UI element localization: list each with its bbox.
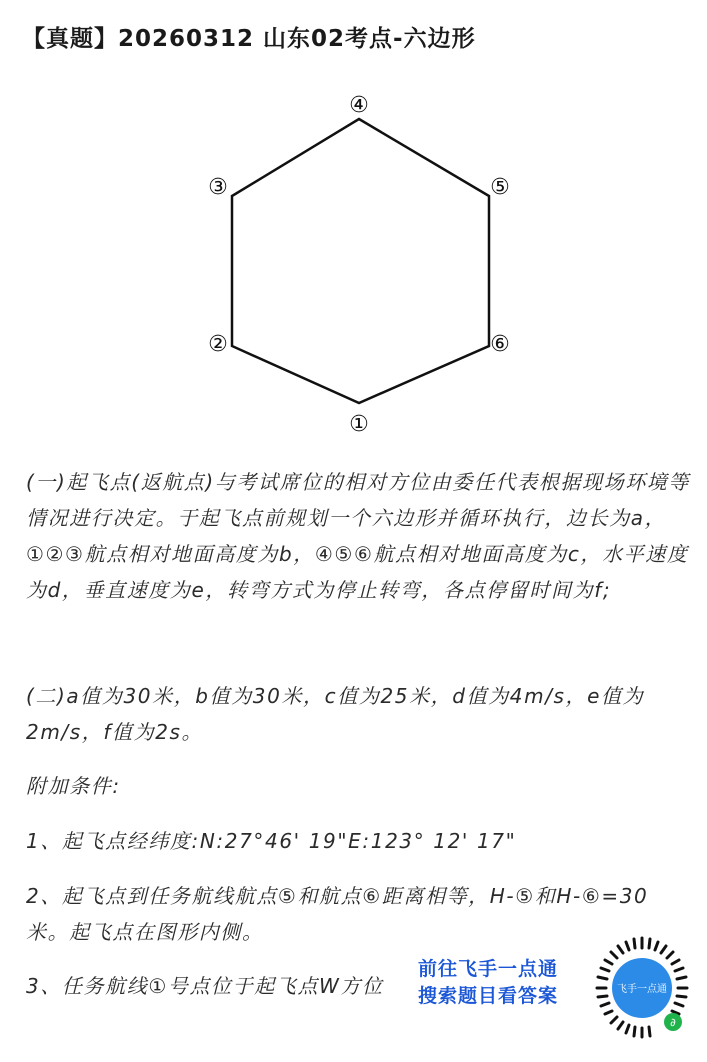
hexagon-label-2: ②: [208, 332, 228, 357]
paragraph-condition-1: 1、起飞点经纬度:N:27°46' 19"E:123° 12' 17": [26, 829, 517, 853]
hexagon-label-1: ①: [349, 412, 369, 437]
hexagon-label-3: ③: [208, 175, 228, 200]
promo-line-1: 前往飞手一点通: [418, 958, 559, 980]
hexagon-label-4: ④: [349, 93, 369, 118]
mini-program-qr-icon[interactable]: [590, 936, 694, 1040]
wechat-badge-icon: ∂: [670, 1016, 676, 1029]
hexagon-shape: [232, 119, 489, 403]
paragraph-condition-3: 3、任务航线①号点位于起飞点W方位: [26, 974, 384, 998]
paragraph-extra-conditions-heading: 附加条件:: [26, 774, 121, 798]
paragraph-task-description: (一)起飞点(返航点)与考试席位的相对方位由委任代表根据现场环境等情况进行决定。于起飞点前规划一个六边形并循环执行，边长为a，①②③航点相对地面高度为b，④⑤⑥航点相对地面高度为c，水平速度为d，垂直速度为e，转弯方式为停止转弯，各点停留时间为f;: [26, 470, 691, 602]
promo-line-2: 搜索题目看答案: [418, 985, 559, 1007]
hexagon-label-6: ⑥: [490, 332, 510, 357]
page-title: 【真题】20260312 山东02考点-六边形: [22, 26, 476, 52]
paragraph-values: (二)a值为30米，b值为30米，c值为25米，d值为4m/s，e值为2m/s，f值为2s。: [26, 684, 645, 744]
hexagon-label-5: ⑤: [490, 175, 510, 200]
qr-center-label: 飞手一点通: [617, 984, 667, 995]
paragraph-condition-2: 2、起飞点到任务航线航点⑤和航点⑥距离相等，H-⑤和H-⑥=30米。起飞点在图形内侧。: [26, 884, 649, 944]
promo-banner[interactable]: [418, 956, 593, 1010]
hexagon-diagram: [180, 88, 540, 438]
